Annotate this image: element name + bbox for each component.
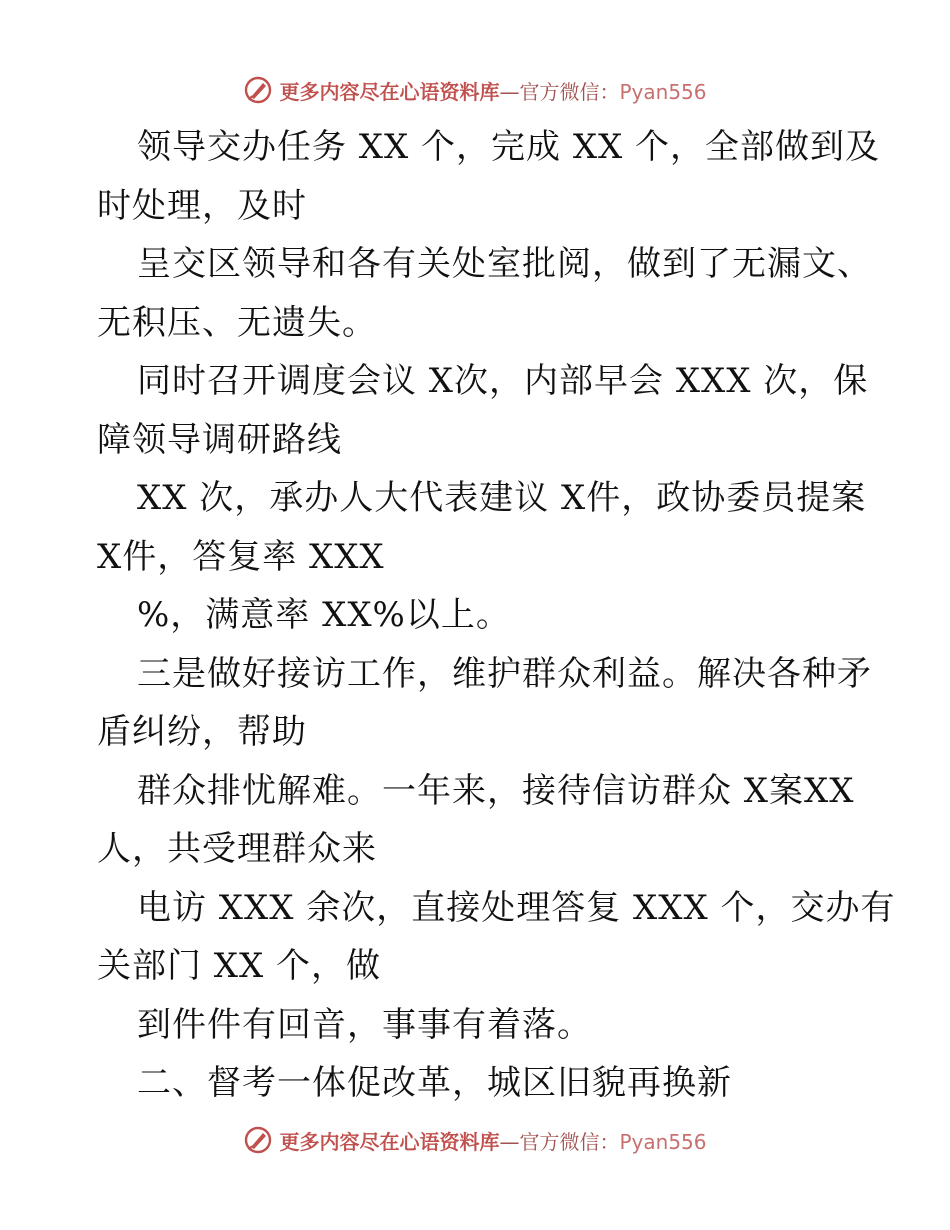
quill-pen-logo-icon (243, 1125, 273, 1155)
banner-wechat-label: 官方微信： (519, 1129, 620, 1154)
text-line: 盾纠纷，帮助 (97, 712, 307, 752)
text-line: 呈交区领导和各有关处室批阅，做到了无漏文、 (137, 244, 872, 284)
banner-wechat-id: Pyan556 (619, 79, 707, 104)
section-heading: 二、督考一体促改革，城区旧貌再换新 (137, 1063, 732, 1103)
banner-wechat-label: 官方微信： (519, 79, 620, 104)
text-line: %，满意率 XX%以上。 (137, 595, 511, 635)
text-line: 关部门 XX 个，做 (97, 946, 382, 986)
header-banner (0, 70, 950, 110)
document-body (97, 118, 896, 1113)
text-line: 三是做好接访工作，维护群众利益。解决各种矛 (137, 653, 872, 694)
banner-title: 更多内容尽在心语资料库 (279, 1129, 500, 1154)
banner-title: 更多内容尽在心语资料库 (279, 79, 500, 104)
text-line: 无积压、无遗失。 (97, 302, 377, 343)
banner-text (279, 1126, 706, 1155)
text-line: 障领导调研路线 (97, 419, 342, 460)
footer-banner (0, 1120, 950, 1160)
text-line: 领导交办任务 XX 个，完成 XX 个，全部做到及 (137, 127, 881, 167)
text-line: 到件件有回音，事事有着落。 (137, 1004, 592, 1045)
text-line: XX 次，承办人大代表建议 X件，政协委员提案 (137, 478, 867, 518)
text-line: 人，共受理群众来 (97, 829, 377, 869)
text-line: X件，答复率 XXX (97, 536, 385, 577)
banner-dash: — (499, 1129, 520, 1154)
text-line: 同时召开调度会议 X次，内部早会 XXX 次，保 (137, 361, 869, 401)
quill-pen-logo-icon (243, 75, 273, 105)
text-line: 电访 XXX 余次，直接处理答复 XXX 个，交办有 (137, 887, 896, 928)
banner-dash: — (499, 79, 520, 104)
text-line: 群众排忧解难。一年来，接待信访群众 X案XX (137, 770, 855, 811)
text-line: 时处理，及时 (97, 185, 307, 226)
banner-text (279, 76, 706, 105)
banner-wechat-id: Pyan556 (619, 1129, 707, 1154)
